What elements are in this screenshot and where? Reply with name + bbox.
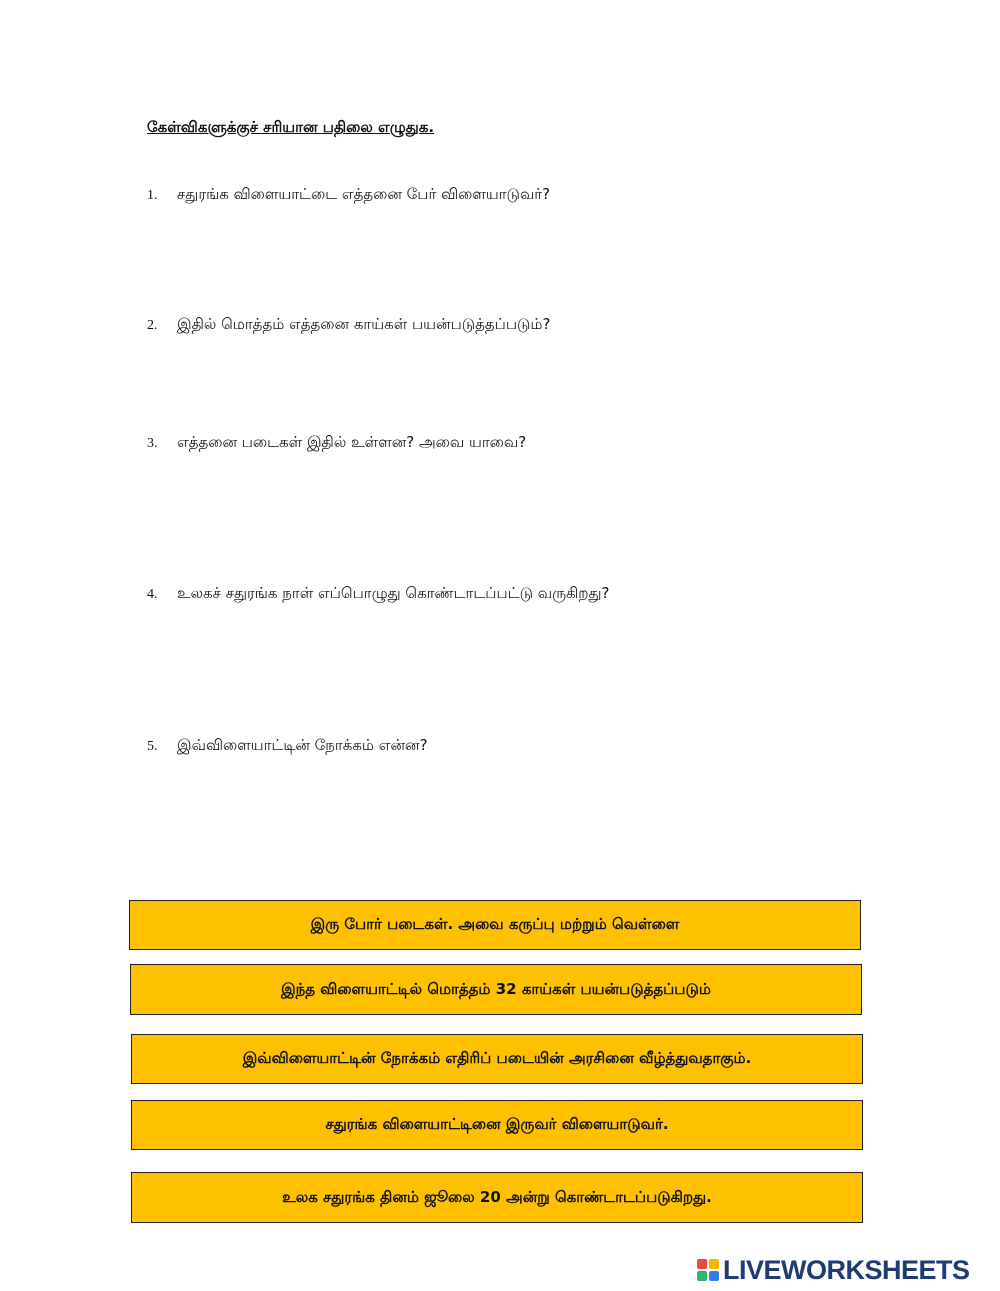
- question-1: [147, 185, 550, 205]
- question-number: 2.: [147, 318, 158, 333]
- question-text: உலகச் சதுரங்க நாள் எப்பொழுது கொண்டாடப்பட்டு வருகிறது?: [177, 584, 610, 602]
- liveworksheets-logo: [697, 1254, 970, 1286]
- answer-card-3[interactable]: இவ்விளையாட்டின் நோக்கம் எதிரிப் படையின் அரசினை வீழ்த்துவதாகும்.: [131, 1034, 863, 1084]
- question-5: [147, 736, 428, 756]
- question-number: 4.: [147, 587, 158, 602]
- liveworksheets-logo-text: LIVEWORKSHEETS: [723, 1254, 970, 1285]
- question-4: [147, 584, 609, 604]
- question-number: 1.: [147, 188, 158, 203]
- liveworksheets-logo-icon: [697, 1259, 719, 1281]
- question-3: [147, 433, 526, 453]
- answer-card-1[interactable]: இரு போர் படைகள். அவை கருப்பு மற்றும் வெள்ளை: [129, 900, 861, 950]
- question-text: இதில் மொத்தம் எத்தனை காய்கள் பயன்படுத்தப்படும்?: [177, 315, 551, 333]
- worksheet-heading: கேள்விகளுக்குச் சரியான பதிலை எழுதுக.: [147, 118, 435, 136]
- question-text: இவ்விளையாட்டின் நோக்கம் என்ன?: [177, 736, 428, 754]
- answer-card-4[interactable]: சதுரங்க விளையாட்டினை இருவர் விளையாடுவர்.: [131, 1100, 863, 1150]
- answer-card-5[interactable]: உலக சதுரங்க தினம் ஜூலை 20 அன்று கொண்டாடப்படுகிறது.: [131, 1172, 863, 1223]
- question-number: 5.: [147, 739, 158, 754]
- question-number: 3.: [147, 436, 158, 451]
- answer-card-2[interactable]: இந்த விளையாட்டில் மொத்தம் 32 காய்கள் பயன்படுத்தப்படும்: [130, 964, 862, 1015]
- question-2: [147, 315, 550, 335]
- question-text: சதுரங்க விளையாட்டை எத்தனை பேர் விளையாடுவர்?: [177, 185, 551, 203]
- question-text: எத்தனை படைகள் இதில் உள்ளன? அவை யாவை?: [177, 433, 527, 451]
